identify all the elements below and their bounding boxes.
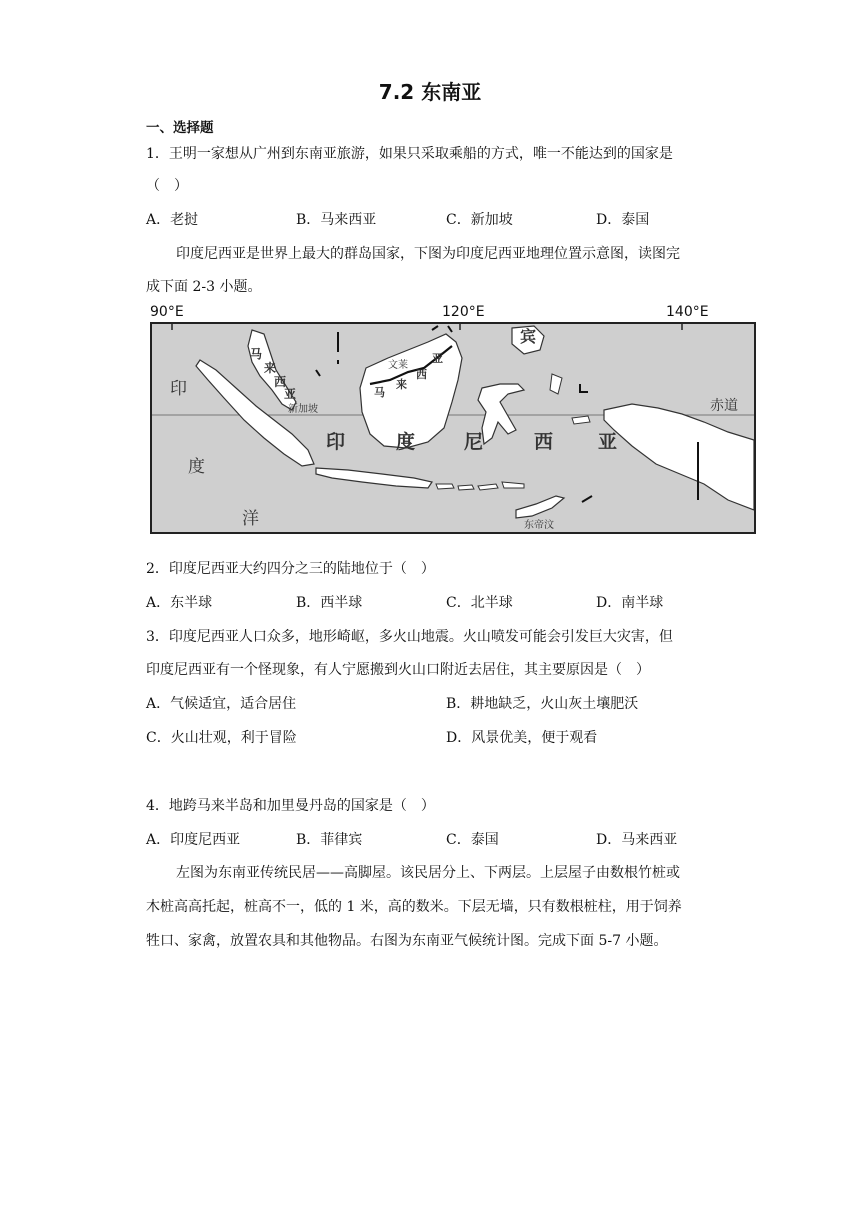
q2-option-d: D．南半球 (596, 595, 664, 611)
passage-intro-line: 牲口、家禽，放置农具和其他物品。右图为东南亚气候统计图。完成下面 5-7 小题。 (146, 933, 668, 949)
question-1-stem-cont: （ ） (146, 178, 188, 194)
q3-option-c: C．火山壮观，利于冒险 (146, 730, 297, 746)
q4-option-d: D．马来西亚 (596, 832, 678, 848)
q3-option-d: D．风景优美，便于观看 (446, 730, 598, 746)
question-3-stem-cont: 印度尼西亚有一个怪现象，有人宁愿搬到火山口附近去居住，其主要原因是（ ） (146, 662, 650, 678)
question-3-stem: 3．印度尼西亚人口众多，地形崎岖，多火山地震。火山喷发可能会引发巨大灾害，但 (146, 629, 673, 645)
q3-option-b: B．耕地缺乏，火山灰土壤肥沃 (446, 696, 639, 712)
philippines-label: 宾 (520, 327, 537, 346)
q1-option-c: C．新加坡 (446, 212, 513, 228)
country-label: 尼 (464, 431, 484, 453)
q2-option-c: C．北半球 (446, 595, 513, 611)
east-malaysia-label: 西 (416, 368, 427, 381)
passage-intro-line: 左图为东南亚传统民居——高脚屋。该民居分上、下两层。上层屋子由数根竹桩或 (176, 865, 680, 881)
malaysia-label: 来 (264, 361, 277, 375)
q1-option-a: A．老挝 (146, 212, 199, 228)
east-malaysia-label: 来 (396, 378, 407, 391)
brunei-label: 文莱 (388, 360, 408, 371)
section-heading: 一、选择题 (146, 120, 214, 136)
page-title: 7.2 东南亚 (378, 80, 482, 104)
longitude-label: 120°E (442, 304, 485, 320)
q2-option-a: A．东半球 (146, 595, 213, 611)
ocean-label: 印 (170, 379, 187, 399)
passage-intro-line: 印度尼西亚是世界上最大的群岛国家，下图为印度尼西亚地理位置示意图，读图完 (176, 246, 680, 262)
country-label: 度 (396, 431, 416, 453)
country-label: 西 (534, 431, 554, 453)
longitude-label: 90°E (150, 304, 184, 320)
equator-label: 赤道 (710, 398, 738, 414)
passage-intro-line: 成下面 2-3 小题。 (146, 279, 262, 295)
q4-option-a: A．印度尼西亚 (146, 832, 241, 848)
east-malaysia-label: 马 (374, 386, 385, 399)
country-label: 亚 (598, 431, 618, 453)
longitude-label: 140°E (666, 304, 709, 320)
malaysia-label: 马 (250, 347, 263, 361)
singapore-label: 新加坡 (288, 404, 318, 415)
q2-option-b: B．西半球 (296, 595, 363, 611)
q4-option-b: B．菲律宾 (296, 832, 363, 848)
east-malaysia-label: 亚 (432, 352, 443, 365)
malaysia-label: 西 (274, 375, 287, 389)
east-timor-label: 东帝汶 (524, 520, 554, 531)
question-4-stem: 4．地跨马来半岛和加里曼丹岛的国家是（ ） (146, 798, 435, 814)
country-label: 印 (326, 431, 346, 453)
indonesia-location-map (150, 322, 756, 534)
q1-option-b: B．马来西亚 (296, 212, 377, 228)
malaysia-label: 亚 (284, 387, 297, 401)
q4-option-c: C．泰国 (446, 832, 499, 848)
ocean-label: 度 (188, 457, 205, 477)
ocean-label: 洋 (242, 509, 259, 529)
passage-intro-line: 木桩高高托起，桩高不一，低的 1 米，高的数米。下层无墙，只有数根桩柱，用于饲养 (146, 899, 682, 915)
question-2-stem: 2．印度尼西亚大约四分之三的陆地位于（ ） (146, 561, 435, 577)
question-1-stem: 1．王明一家想从广州到东南亚旅游，如果只采取乘船的方式，唯一不能达到的国家是 (146, 146, 673, 162)
q3-option-a: A．气候适宜，适合居住 (146, 696, 297, 712)
q1-option-d: D．泰国 (596, 212, 650, 228)
